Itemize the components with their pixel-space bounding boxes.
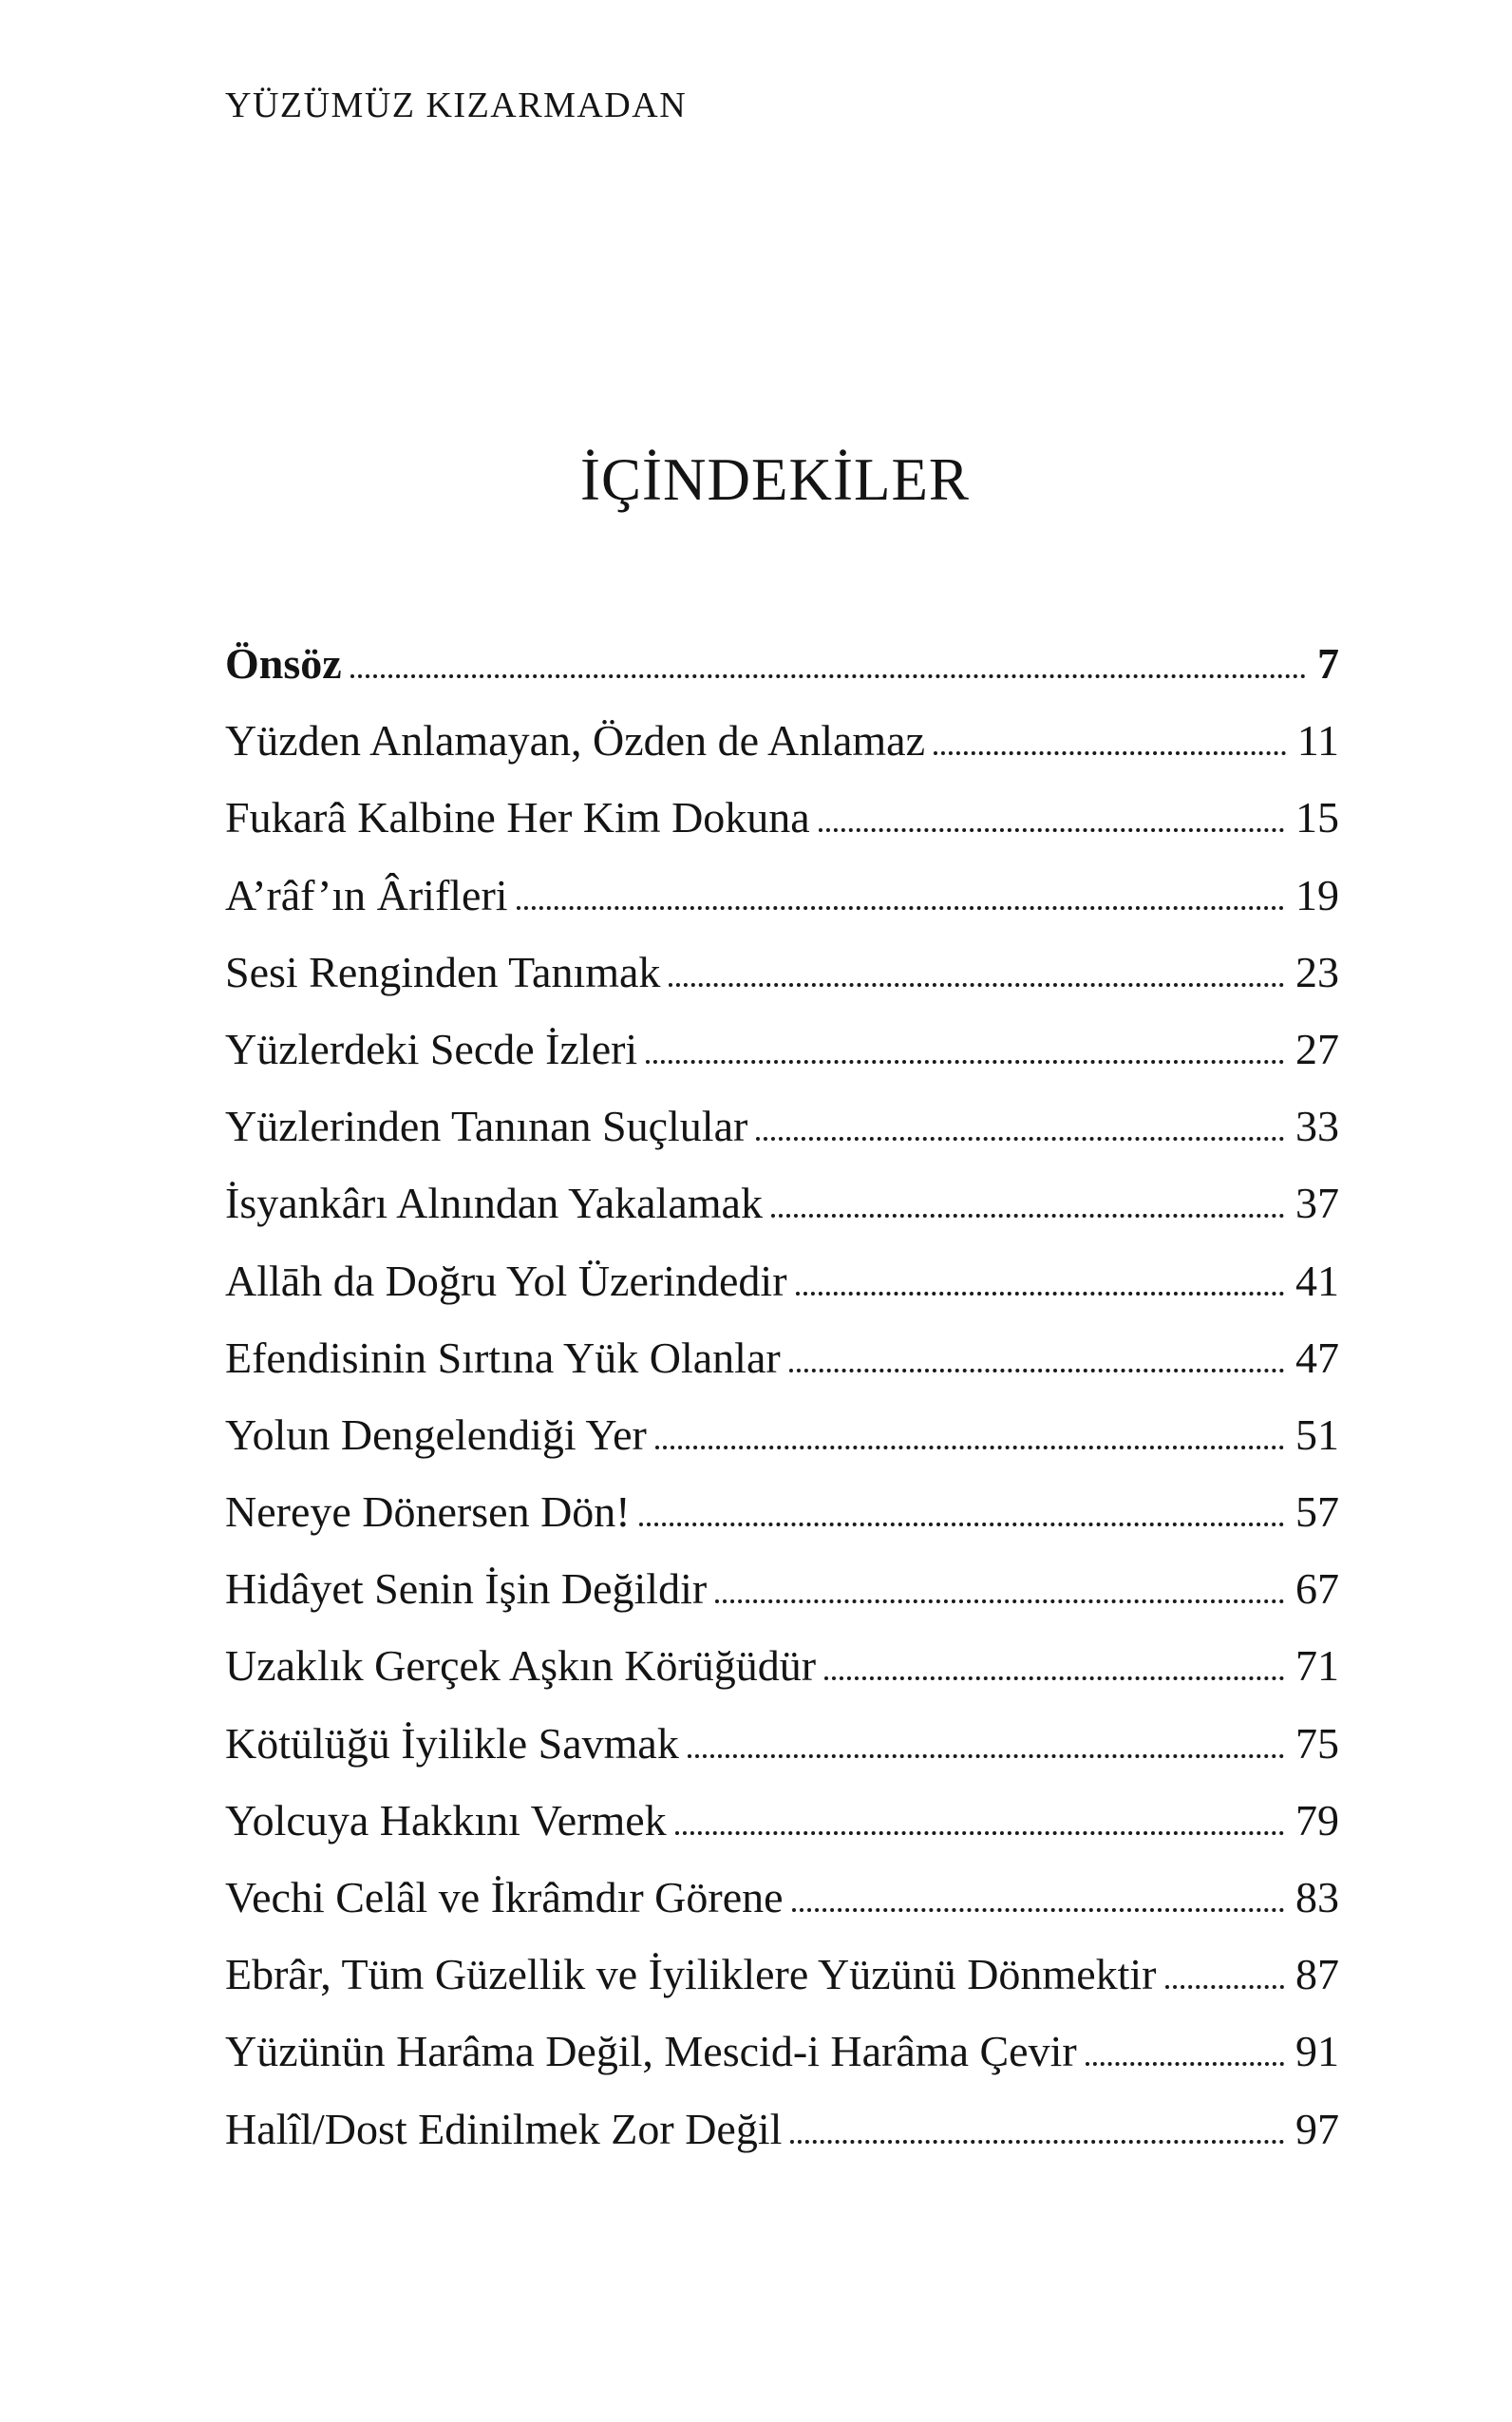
toc-entry [225,1011,1339,1088]
dot-leader [756,1137,1284,1141]
dot-leader [669,983,1284,987]
toc-entry-page-number: 11 [1296,716,1339,766]
toc-entry [225,1936,1339,2013]
toc-entry-page-number: 19 [1295,870,1339,919]
toc-entry-page-number: 27 [1295,1024,1339,1073]
toc-entry-label: Halîl/Dost Edinilmek Zor Değil [225,2104,783,2153]
toc-entry [225,2091,1339,2167]
toc-entry-page-number: 97 [1295,2104,1339,2153]
dot-leader [824,1676,1284,1680]
toc-entry [225,1782,1339,1859]
toc-entry [225,2013,1339,2090]
toc-entry-page-number: 79 [1295,1795,1339,1845]
dot-leader [1165,1985,1285,1989]
toc-entry-page-number: 15 [1295,793,1339,842]
dot-leader [789,1369,1284,1372]
toc-entry-label: A’râf’ın Ârifleri [225,870,508,919]
toc-entry-page-number: 87 [1295,1950,1339,1999]
dot-leader [771,1214,1284,1218]
toc-entry [225,779,1339,856]
toc-entry-label: Fukarâ Kalbine Her Kim Dokuna [225,793,810,842]
dot-leader [819,828,1284,832]
toc-entry-page-number: 75 [1295,1718,1339,1768]
dot-leader [517,906,1284,910]
toc-entry [225,625,1339,702]
toc-entry-label: Yolcuya Hakkını Vermek [225,1795,667,1845]
page-title: İÇİNDEKİLER [580,446,970,513]
toc-entry-page-number: 41 [1295,1256,1339,1305]
toc-entry-label: Yüzünün Harâma Değil, Mescid-i Harâma Çevir [225,2027,1077,2076]
dot-leader [792,1908,1284,1912]
toc-entry-label: Allāh da Doğru Yol Üzerindedir [225,1256,787,1305]
toc-entry [225,1396,1339,1473]
toc-entry [225,1164,1339,1241]
toc-entry-label: Efendisinin Sırtına Yük Olanlar [225,1333,781,1382]
toc-entry-label: Kötülüğü İyilikle Savmak [225,1718,679,1768]
toc-entry [225,1705,1339,1782]
toc-entry-label: Önsöz [225,639,342,688]
toc-entry-page-number: 47 [1295,1333,1339,1382]
toc-entry [225,1627,1339,1704]
toc-entry-label: Yüzlerdeki Secde İzleri [225,1024,638,1073]
dot-leader [934,751,1286,755]
toc-entry-page-number: 57 [1295,1487,1339,1537]
toc-entry-label: Vechi Celâl ve İkrâmdır Görene [225,1873,784,1921]
toc-entry-page-number: 23 [1295,947,1339,996]
toc-entry [225,857,1339,934]
toc-entry [225,934,1339,1011]
dot-leader [350,674,1306,678]
dot-leader [639,1523,1284,1526]
toc-entry-page-number: 71 [1295,1641,1339,1691]
toc-entry [225,1550,1339,1627]
toc-entry [225,1473,1339,1550]
toc-entry-label: Sesi Renginden Tanımak [225,947,661,996]
dot-leader [790,2140,1284,2144]
dot-leader [715,1599,1284,1603]
toc-entry-page-number: 37 [1295,1179,1339,1228]
dot-leader [796,1292,1284,1296]
toc-entry [225,1242,1339,1319]
toc-entry-page-number: 83 [1295,1873,1339,1921]
toc-entry-label: İsyankârı Alnından Yakalamak [225,1179,763,1228]
dot-leader [1086,2062,1284,2066]
toc-entry [225,702,1339,779]
toc-entry-label: Hidâyet Senin İşin Değildir [225,1564,708,1614]
toc-entry-label: Uzaklık Gerçek Aşkın Körüğüdür [225,1641,817,1691]
toc-entry-label: Yolun Dengelendiği Yer [225,1410,647,1459]
dot-leader [675,1831,1284,1835]
toc-entry-page-number: 51 [1295,1410,1339,1459]
toc-entry [225,1319,1339,1396]
toc-entry-page-number: 33 [1295,1102,1339,1151]
toc-entry-page-number: 91 [1295,2027,1339,2076]
toc-entry-label: Yüzlerinden Tanınan Suçlular [225,1102,748,1151]
toc-entry-page-number: 67 [1295,1564,1339,1614]
toc-entry-page-number: 7 [1317,639,1339,688]
toc-list [225,625,1339,2167]
toc-entry [225,1859,1339,1936]
dot-leader [655,1446,1284,1449]
dot-leader [688,1754,1284,1758]
toc-entry [225,1088,1339,1164]
dot-leader [646,1060,1284,1064]
toc-entry-label: Yüzden Anlamayan, Özden de Anlamaz [225,716,926,766]
running-header: YÜZÜMÜZ KIZARMADAN [225,85,688,125]
toc-entry-label: Ebrâr, Tüm Güzellik ve İyiliklere Yüzünü Dönmektir [225,1950,1157,1999]
toc-entry-label: Nereye Dönersen Dön! [225,1487,631,1537]
